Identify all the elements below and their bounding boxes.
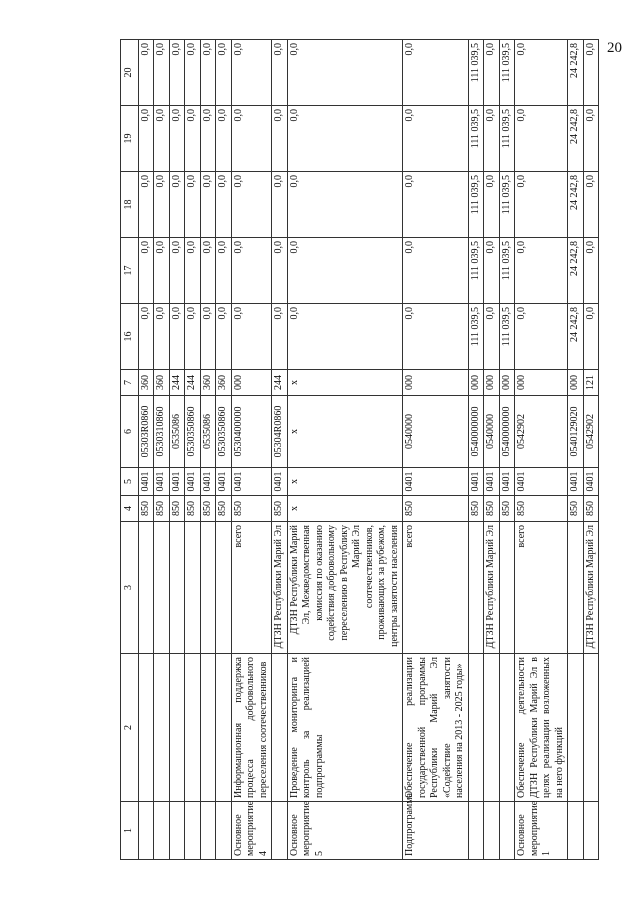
column-header: 5 [121,468,139,496]
value-cell: 0,0 [287,106,403,172]
value-cell: 0,0 [154,238,170,304]
code-section-cell: 0401 [484,468,500,496]
table-row [231,40,272,860]
code-gr-cell: 850 [169,496,185,522]
code-type-cell: 000 [403,370,469,396]
row-label-cell [583,802,599,860]
code-gr-cell: 850 [403,496,469,522]
value-cell: 0,0 [403,40,469,106]
value-cell: 0,0 [403,238,469,304]
description-cell [216,654,232,802]
value-cell: 0,0 [216,172,232,238]
column-header: 7 [121,370,139,396]
header-row [121,40,139,860]
value-cell: 0,0 [200,238,216,304]
code-target-cell: 0542902 [515,396,568,468]
code-gr-cell: 850 [185,496,201,522]
responsible-cell [200,522,216,654]
column-header: 1 [121,802,139,860]
code-gr-cell: 850 [272,496,288,522]
column-header: 6 [121,396,139,468]
code-target-cell: 0540000 [403,396,469,468]
responsible-cell [216,522,232,654]
value-cell: 0,0 [272,238,288,304]
table-row [568,40,584,860]
responsible-cell [468,522,484,654]
value-cell: 111 039,5 [499,106,515,172]
code-section-cell: 0401 [272,468,288,496]
row-label-cell [484,802,500,860]
responsible-cell: всего [231,522,272,654]
code-type-cell: 244 [169,370,185,396]
value-cell: 0,0 [287,238,403,304]
row-label-cell [272,802,288,860]
code-section-cell: 0401 [185,468,201,496]
code-section-cell: 0401 [515,468,568,496]
value-cell: 111 039,5 [499,40,515,106]
value-cell: 0,0 [200,304,216,370]
code-gr-cell: 850 [468,496,484,522]
description-cell [138,654,154,802]
value-cell: 0,0 [583,238,599,304]
code-section-cell: 0401 [169,468,185,496]
value-cell: 0,0 [231,106,272,172]
value-cell: 111 039,5 [499,238,515,304]
code-target-cell: 0530350860 [185,396,201,468]
value-cell: 111 039,5 [499,304,515,370]
code-target-cell: x [287,396,403,468]
value-cell: 0,0 [154,106,170,172]
value-cell: 0,0 [154,304,170,370]
responsible-cell: всего [403,522,469,654]
row-label-cell: Подпрограмма [403,802,469,860]
code-section-cell: 0401 [154,468,170,496]
value-cell: 0,0 [272,172,288,238]
value-cell: 0,0 [515,238,568,304]
value-cell: 0,0 [287,304,403,370]
value-cell: 0,0 [138,238,154,304]
code-section-cell: 0401 [583,468,599,496]
description-cell [499,654,515,802]
column-header: 3 [121,522,139,654]
column-header: 17 [121,238,139,304]
code-target-cell: 0535086 [169,396,185,468]
value-cell: 0,0 [403,172,469,238]
code-section-cell: 0401 [499,468,515,496]
value-cell: 111 039,5 [499,172,515,238]
value-cell: 0,0 [200,106,216,172]
code-section-cell: 0401 [216,468,232,496]
code-type-cell: 244 [185,370,201,396]
description-cell [185,654,201,802]
value-cell: 0,0 [403,304,469,370]
responsible-cell [138,522,154,654]
value-cell: 111 039,5 [468,172,484,238]
row-label-cell [169,802,185,860]
value-cell: 0,0 [169,172,185,238]
responsible-cell: ДТЗН Республики Марий Эл [272,522,288,654]
code-type-cell: 000 [468,370,484,396]
table-row [468,40,484,860]
code-type-cell: x [287,370,403,396]
table-row [583,40,599,860]
code-section-cell: 0401 [468,468,484,496]
value-cell: 0,0 [583,172,599,238]
responsible-cell [185,522,201,654]
code-section-cell: 0401 [200,468,216,496]
code-gr-cell: 850 [499,496,515,522]
page-number: 20 [607,40,622,56]
budget-table [120,39,599,860]
value-cell: 0,0 [287,172,403,238]
code-target-cell: 0540129020 [568,396,584,468]
code-type-cell: 000 [231,370,272,396]
table-row [154,40,170,860]
value-cell: 0,0 [484,106,500,172]
description-cell [583,654,599,802]
value-cell: 24 242,8 [568,172,584,238]
code-gr-cell: 850 [231,496,272,522]
value-cell: 0,0 [185,172,201,238]
value-cell: 24 242,8 [568,238,584,304]
column-header: 19 [121,106,139,172]
code-type-cell: 360 [200,370,216,396]
responsible-cell: ДТЗН Республики Марий Эл, Межведомственная комиссия по оказанию содействия добровольному переселению в Республику Марий Эл соотечественников, проживающих за рубежом, центры занятости населения [287,522,403,654]
code-section-cell: 0401 [403,468,469,496]
row-label-cell: Основное мероприятие 4 [231,802,272,860]
row-label-cell [216,802,232,860]
value-cell: 111 039,5 [468,40,484,106]
description-cell: Обеспечение деятельности ДТЗН Республики Марий Эл в целях реализации возложенных на него функций [515,654,568,802]
description-cell [272,654,288,802]
row-label-cell [200,802,216,860]
code-section-cell: 0401 [138,468,154,496]
value-cell: 0,0 [272,40,288,106]
value-cell: 0,0 [231,238,272,304]
row-label-cell [568,802,584,860]
row-label-cell [185,802,201,860]
value-cell: 0,0 [169,238,185,304]
value-cell: 0,0 [231,40,272,106]
description-cell [468,654,484,802]
responsible-cell [499,522,515,654]
code-type-cell: 121 [583,370,599,396]
code-section-cell: x [287,468,403,496]
code-section-cell: 0401 [231,468,272,496]
table-row [169,40,185,860]
table-row [515,40,568,860]
value-cell: 0,0 [185,106,201,172]
column-header: 4 [121,496,139,522]
value-cell: 0,0 [169,40,185,106]
code-gr-cell: 850 [583,496,599,522]
value-cell: 24 242,8 [568,106,584,172]
code-gr-cell: 850 [154,496,170,522]
value-cell: 0,0 [484,238,500,304]
value-cell: 0,0 [216,238,232,304]
value-cell: 0,0 [484,304,500,370]
row-label-cell: Основное мероприятие 1 [515,802,568,860]
value-cell: 0,0 [154,172,170,238]
row-label-cell [499,802,515,860]
table-row [272,40,288,860]
value-cell: 0,0 [515,40,568,106]
responsible-cell [568,522,584,654]
code-type-cell: 000 [499,370,515,396]
code-target-cell: 0540000000 [468,396,484,468]
rotated-table-container [120,40,620,860]
code-gr-cell: 850 [568,496,584,522]
code-target-cell: 0530310860 [154,396,170,468]
responsible-cell [169,522,185,654]
value-cell: 0,0 [185,40,201,106]
code-gr-cell: 850 [138,496,154,522]
value-cell: 0,0 [216,40,232,106]
value-cell: 0,0 [231,172,272,238]
table-row [287,40,403,860]
description-cell: Проведение мониторинга и контроль за реализацией подпрограммы [287,654,403,802]
value-cell: 0,0 [287,40,403,106]
value-cell: 0,0 [403,106,469,172]
value-cell: 0,0 [583,40,599,106]
code-type-cell: 360 [138,370,154,396]
value-cell: 24 242,8 [568,40,584,106]
description-cell [154,654,170,802]
table-row [185,40,201,860]
value-cell: 0,0 [515,172,568,238]
code-target-cell: 0535086 [200,396,216,468]
column-header: 20 [121,40,139,106]
description-cell: Обеспечение реализации государственной программы Республики Марий Эл «Содействие занятости населения на 2013 - 2025 годы» [403,654,469,802]
code-target-cell: 0540000000 [499,396,515,468]
value-cell: 0,0 [138,106,154,172]
value-cell: 0,0 [169,304,185,370]
value-cell: 24 242,8 [568,304,584,370]
code-gr-cell: 850 [515,496,568,522]
value-cell: 0,0 [583,106,599,172]
code-type-cell: 000 [568,370,584,396]
description-cell [169,654,185,802]
table-row [484,40,500,860]
responsible-cell: всего [515,522,568,654]
value-cell: 111 039,5 [468,106,484,172]
code-type-cell: 000 [484,370,500,396]
value-cell: 0,0 [185,238,201,304]
value-cell: 0,0 [515,304,568,370]
value-cell: 0,0 [154,40,170,106]
column-header: 18 [121,172,139,238]
table-row [138,40,154,860]
value-cell: 0,0 [200,172,216,238]
code-target-cell: 0530400000 [231,396,272,468]
code-target-cell: 05303R0860 [138,396,154,468]
row-label-cell: Основное мероприятие 5 [287,802,403,860]
code-type-cell: 244 [272,370,288,396]
code-gr-cell: x [287,496,403,522]
code-type-cell: 360 [154,370,170,396]
value-cell: 0,0 [484,40,500,106]
description-cell [200,654,216,802]
code-target-cell: 0542902 [583,396,599,468]
row-label-cell [154,802,170,860]
value-cell: 0,0 [138,172,154,238]
value-cell: 0,0 [200,40,216,106]
value-cell: 0,0 [138,40,154,106]
value-cell: 0,0 [216,304,232,370]
code-target-cell: 0530350860 [216,396,232,468]
code-gr-cell: 850 [484,496,500,522]
code-type-cell: 000 [515,370,568,396]
table-row [200,40,216,860]
value-cell: 0,0 [185,304,201,370]
row-label-cell [138,802,154,860]
value-cell: 0,0 [272,106,288,172]
table-row [403,40,469,860]
value-cell: 0,0 [272,304,288,370]
code-type-cell: 360 [216,370,232,396]
value-cell: 0,0 [169,106,185,172]
value-cell: 0,0 [583,304,599,370]
code-section-cell: 0401 [568,468,584,496]
table-row [216,40,232,860]
value-cell: 0,0 [515,106,568,172]
value-cell: 111 039,5 [468,304,484,370]
value-cell: 111 039,5 [468,238,484,304]
code-gr-cell: 850 [216,496,232,522]
code-target-cell: 0540000 [484,396,500,468]
code-gr-cell: 850 [200,496,216,522]
responsible-cell: ДТЗН Республики Марий Эл [583,522,599,654]
row-label-cell [468,802,484,860]
column-header: 2 [121,654,139,802]
table-row [499,40,515,860]
table-body [138,40,599,860]
value-cell: 0,0 [231,304,272,370]
responsible-cell [154,522,170,654]
responsible-cell: ДТЗН Республики Марий Эл [484,522,500,654]
description-cell [484,654,500,802]
column-header: 16 [121,304,139,370]
description-cell [568,654,584,802]
value-cell: 0,0 [216,106,232,172]
code-target-cell: 05304R0860 [272,396,288,468]
description-cell: Информационная поддержка процесса добровольного переселения соотечественников [231,654,272,802]
value-cell: 0,0 [138,304,154,370]
value-cell: 0,0 [484,172,500,238]
